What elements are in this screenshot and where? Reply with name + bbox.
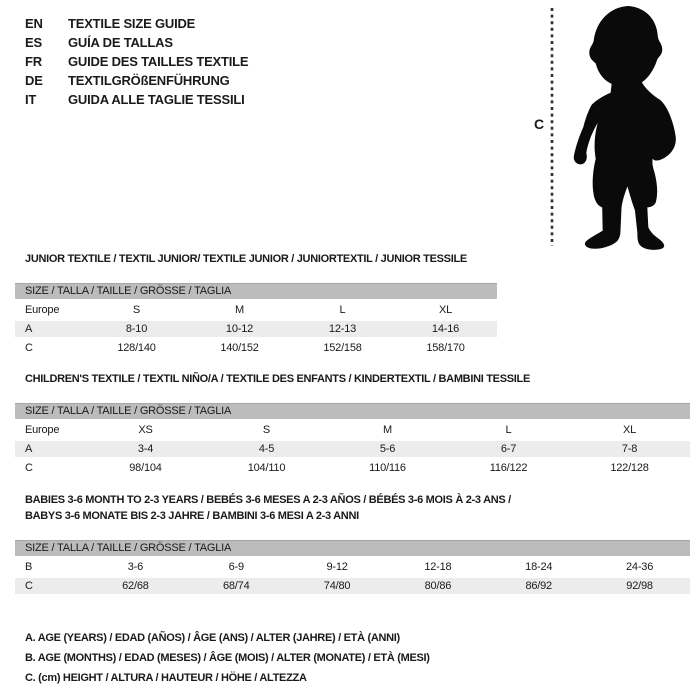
table-row-c: [15, 337, 497, 358]
row-label: C: [25, 580, 33, 592]
language-row: [25, 52, 248, 71]
size-cell: 3-4: [137, 443, 154, 455]
size-cell: 110/116: [369, 461, 406, 474]
language-title: GUIDA ALLE TAGLIE TESSILI: [68, 92, 245, 107]
language-list: [25, 14, 248, 109]
size-header-bar: SIZE / TALLA / TAILLE / GRÖSSE / TAGLIA: [15, 283, 497, 299]
row-label: C: [25, 461, 33, 474]
size-cell: 68/74: [222, 580, 250, 592]
language-code: DE: [25, 73, 43, 88]
language-title: TEXTILE SIZE GUIDE: [68, 16, 196, 31]
size-cell: 158/170: [426, 341, 465, 354]
childrens-textile-section: [15, 371, 690, 478]
size-cell: 104/110: [247, 461, 286, 474]
size-cell: 9-12: [326, 561, 348, 573]
size-cell: 6-9: [228, 561, 244, 573]
size-cell: 5-6: [379, 443, 396, 455]
size-cell: 128/140: [117, 341, 156, 354]
size-cell: 8-10: [125, 323, 148, 335]
language-code: FR: [25, 54, 42, 69]
height-figure: [528, 0, 700, 252]
size-cell: 14-16: [431, 323, 460, 335]
legend-line-b: B. AGE (MONTHS) / EDAD (MESES) / ÂGE (MOIS) / ALTER (MONATE) / ETÀ (MESI): [25, 652, 430, 664]
size-header-bar: SIZE / TALLA / TAILLE / GRÖSSE / TAGLIA: [15, 540, 690, 556]
legend-line-c: C. (cm) HEIGHT / ALTURA / HAUTEUR / HÖHE / ALTEZZA: [25, 672, 307, 684]
row-label: C: [25, 341, 33, 354]
measure-legend: [25, 628, 430, 688]
section-title-line: JUNIOR TEXTILE / TEXTIL JUNIOR/ TEXTILE JUNIOR / JUNIORTEXTIL / JUNIOR TESSILE: [25, 253, 467, 265]
size-cell: 122/128: [610, 461, 649, 474]
section-title: [15, 251, 497, 267]
junior-textile-section: [15, 251, 497, 358]
language-row: [25, 71, 248, 90]
size-cell: S: [132, 304, 141, 316]
size-cell: 86/92: [525, 580, 552, 592]
size-cell: 12-18: [424, 561, 452, 573]
size-cell: XL: [622, 424, 637, 436]
size-cell: 3-6: [127, 561, 144, 573]
row-label: B: [25, 561, 33, 573]
language-code: ES: [25, 35, 42, 50]
table-row-b: [15, 556, 690, 578]
row-label: A: [25, 443, 33, 455]
size-cell: 98/104: [129, 461, 162, 474]
size-cell: XS: [138, 424, 153, 436]
section-title-line: BABIES 3-6 MONTH TO 2-3 YEARS / BEBÉS 3-6 MESES A 2-3 AÑOS / BÉBÉS 3-6 MOIS À 2-3 ANS /: [25, 494, 511, 506]
height-measure-dashed-line: [550, 6, 554, 248]
size-cell: 152/158: [323, 341, 362, 354]
toddler-silhouette-icon: [558, 2, 693, 250]
size-cell: M: [235, 304, 244, 316]
size-cell: 140/152: [220, 341, 259, 354]
size-cell: 92/98: [626, 580, 653, 592]
row-label: Europe: [25, 424, 60, 436]
size-cell: L: [339, 304, 346, 316]
legend-line-a: A. AGE (YEARS) / EDAD (AÑOS) / ÂGE (ANS) / ALTER (JAHRE) / ETÀ (ANNI): [25, 632, 400, 644]
table-row-europe: [15, 299, 497, 321]
size-cell: 7-8: [621, 443, 638, 455]
size-cell: 10-12: [225, 323, 254, 335]
size-cell: 6-7: [500, 443, 517, 455]
section-title-line: CHILDREN'S TEXTILE / TEXTIL NIÑO/A / TEXTILE DES ENFANTS / KINDERTEXTIL / BAMBINI TESSILE: [25, 373, 530, 385]
size-cell: 24-36: [625, 561, 654, 573]
language-row: [25, 33, 248, 52]
language-code: IT: [25, 92, 37, 107]
language-code: EN: [25, 16, 43, 31]
language-title: GUIDE DES TAILLES TEXTILE: [68, 54, 249, 69]
table-row-a: [15, 321, 497, 337]
section-title-line: BABYS 3-6 MONATE BIS 2-3 JAHRE / BAMBINI 3-6 MESI A 2-3 ANNI: [25, 510, 359, 522]
table-row-a: [15, 441, 690, 457]
measure-c-label: C: [534, 116, 545, 132]
language-title: TEXTILGRÖßENFÜHRUNG: [68, 73, 230, 88]
table-row-c: [15, 578, 690, 594]
size-cell: 116/122: [489, 461, 528, 474]
language-title: GUÍA DE TALLAS: [68, 35, 173, 50]
size-cell: 80/86: [424, 580, 452, 592]
size-cell: 74/80: [323, 580, 351, 592]
language-row: [25, 90, 248, 109]
row-label: A: [25, 323, 33, 335]
size-cell: 62/68: [122, 580, 149, 592]
size-cell: XL: [438, 304, 453, 316]
size-cell: 12-13: [328, 323, 357, 335]
size-cell: S: [262, 424, 271, 436]
table-row-c: [15, 457, 690, 478]
language-row: [25, 14, 248, 33]
babies-textile-section: [15, 492, 690, 594]
section-title: [15, 371, 690, 387]
size-cell: L: [505, 424, 512, 436]
table-row-europe: [15, 419, 690, 441]
size-cell: M: [383, 424, 392, 436]
size-cell: 18-24: [525, 561, 553, 573]
row-label: Europe: [25, 304, 60, 316]
size-cell: 4-5: [258, 443, 275, 455]
size-header-bar: SIZE / TALLA / TAILLE / GRÖSSE / TAGLIA: [15, 403, 690, 419]
section-title: [15, 492, 690, 524]
